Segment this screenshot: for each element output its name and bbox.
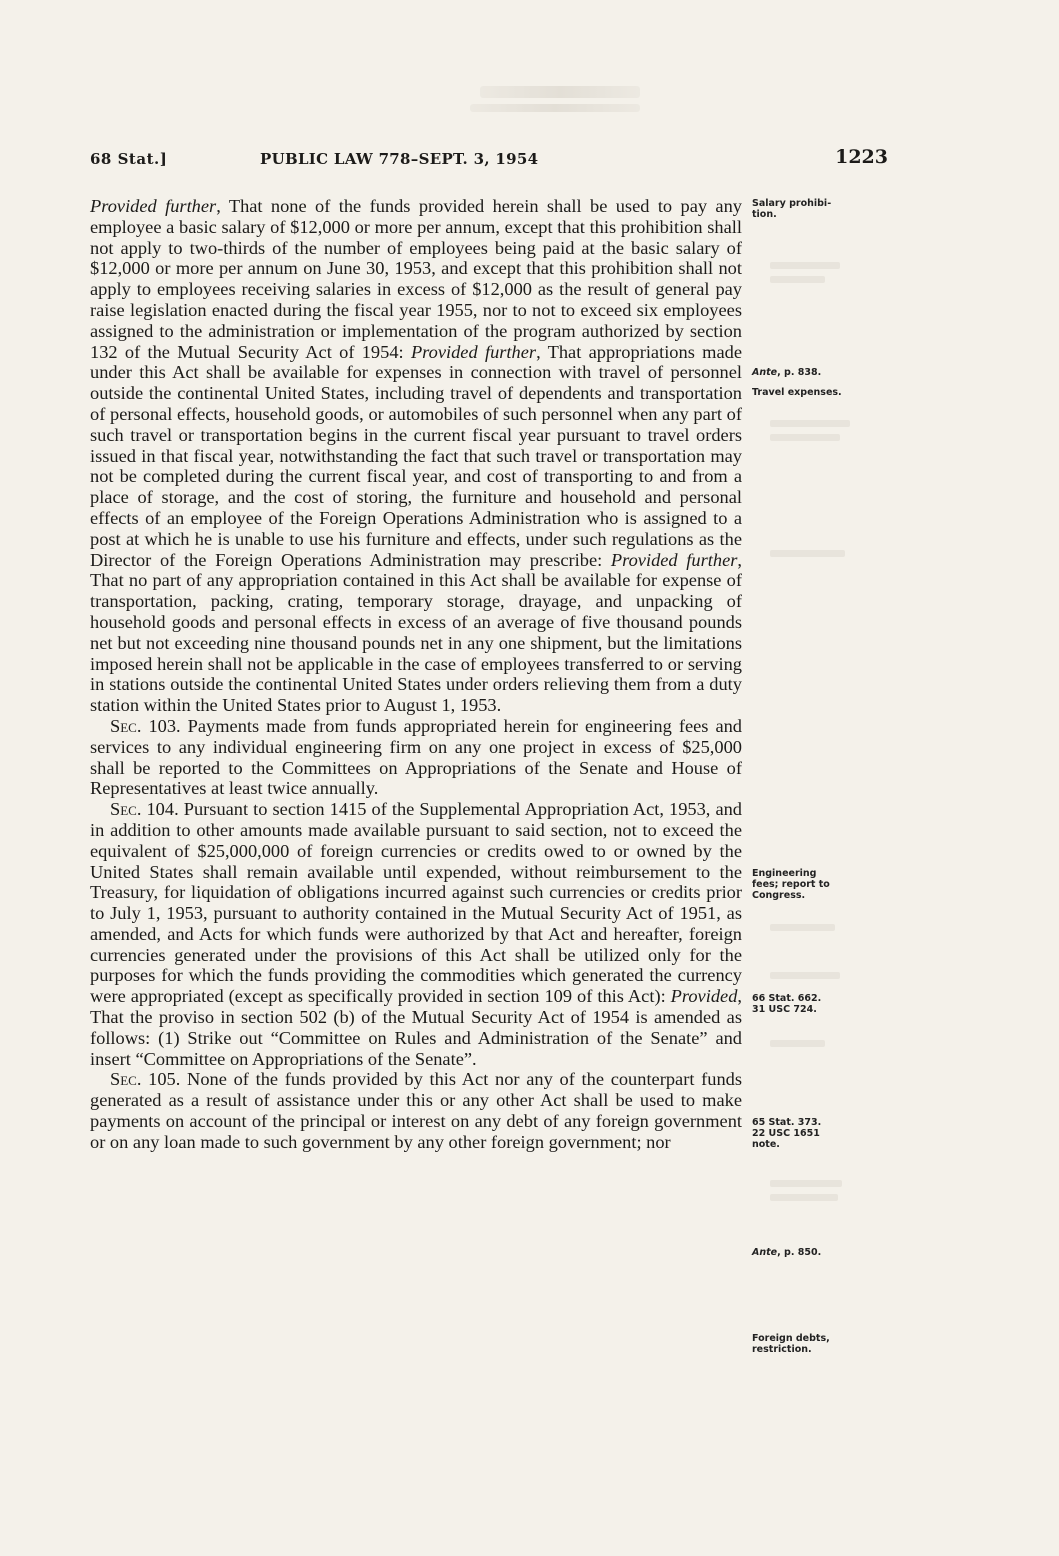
- body-text: [90, 196, 742, 1153]
- italic-proviso: Provided: [670, 986, 738, 1007]
- page-number: 1223: [835, 146, 888, 168]
- note-line: note.: [752, 1139, 780, 1150]
- bleed-through-mark: [770, 262, 840, 269]
- note-line: 66 Stat. 662.: [752, 993, 822, 1004]
- note-line: Travel expenses.: [752, 387, 842, 398]
- bleed-through-mark: [770, 1040, 825, 1047]
- italic-proviso: Provided further: [610, 549, 738, 570]
- paragraph-provisos: [90, 196, 742, 716]
- section-label: Sec. 105.: [110, 1069, 181, 1090]
- text-run: , That the proviso in section 502 (b) of the Mutual Security Act of 1954 is amended as follows: (1) Strike out “Committee on Rules and Administration of the Senate” and insert “Committee on Appropriations of the Senate”.: [90, 986, 742, 1069]
- note-line: Engineering: [752, 868, 817, 879]
- text-run: , That none of the funds provided herein shall be used to pay any employee a basic salary of $12,000 or more per annum, except that this prohibition shall not apply to two-thirds of the number of employees being paid at the basic salary of $12,000 or more per annum on June 30, 1953, and except that this prohibition shall not apply to employees receiving salaries in excess of $12,000 as the result of general pay raise legislation enacted during the fiscal year 1955, nor to not to exceed six employees assigned to the administration or implementation of the program authorized by section 132 of the Mutual Security Act of 1954:: [90, 196, 742, 362]
- note-line: , p. 838.: [777, 367, 822, 378]
- note-italic: Ante: [752, 367, 778, 378]
- note-line: tion.: [752, 209, 777, 220]
- note-line: fees; report to: [752, 879, 830, 890]
- bleed-through-mark: [770, 972, 840, 979]
- note-line: 65 Stat. 373.: [752, 1117, 822, 1128]
- note-line: Salary prohibi-: [752, 198, 832, 209]
- margin-note-ante-850: [752, 1247, 902, 1258]
- text-run: Payments made from funds appropriated herein for engineering fees and services to any individual engineering firm on any one project in excess of $25,000 shall be reported to the Committees on Appropriations of the Senate and House of Representatives at least twice annually.: [90, 715, 742, 799]
- section-105: [90, 1069, 742, 1152]
- section-104: [90, 799, 742, 1069]
- note-line: Foreign debts,: [752, 1333, 830, 1344]
- section-label: Sec. 104.: [110, 799, 179, 820]
- bleed-through-mark: [480, 86, 640, 98]
- margin-note-travel-expenses: [752, 387, 902, 398]
- text-run: , That appropriations made under this Act shall be available for expenses in connection with travel of personnel outside the continental United States, including travel of dependents and transportation of personal effects, household goods, or automobiles of such personnel when any part of such travel or transportation begins in the current fiscal year pursuant to travel orders issued in that fiscal year, notwithstanding the fact that such travel or transportation may not be completed during the current fiscal year, and cost of transporting to and from a place of storage, and the cost of storing, the furniture and household and personal effects of an employee of the Foreign Operations Administration who is assigned to a post at which he is unable to use his furniture and effects, under such regulations as the Director of the Foreign Operations Administration may prescribe:: [90, 341, 742, 570]
- text-run: None of the funds provided by this Act nor any of the counterpart funds generated as a result of assistance under this or any other Act shall be used to make payments on account of the principal or interest on any debt of any foreign government or on any loan made to such government by any other foreign government; nor: [90, 1069, 743, 1152]
- section-label: Sec. 103.: [110, 715, 181, 736]
- running-header: [90, 146, 888, 174]
- note-line: , p. 850.: [777, 1247, 822, 1258]
- text-run: , That no part of any appropriation contained in this Act shall be available for expense of transportation, packing, crating, temporary storage, drayage, and unpacking of household goods and personal effects in excess of an average of five thousand pounds net but not exceeding nine thousand pounds net in any one shipment, but the limitations imposed herein shall not be applicable in the case of employees transferred to or serving in stations outside the continental United States under orders relieving them from a duty station within the United States prior to August 1, 1953.: [90, 549, 742, 716]
- margin-note-salary-prohibition: [752, 198, 902, 220]
- bleed-through-mark: [470, 104, 640, 112]
- bleed-through-mark: [770, 550, 845, 557]
- bleed-through-mark: [770, 1194, 838, 1201]
- bleed-through-mark: [770, 434, 840, 441]
- law-title: PUBLIC LAW 778–SEPT. 3, 1954: [260, 150, 539, 168]
- bleed-through-mark: [770, 924, 835, 931]
- bleed-through-mark: [770, 276, 825, 283]
- note-line: Congress.: [752, 890, 806, 901]
- note-line: restriction.: [752, 1344, 812, 1355]
- margin-note-ante-838: [752, 367, 902, 378]
- note-line: 22 USC 1651: [752, 1128, 820, 1139]
- italic-proviso: Provided further: [90, 196, 217, 216]
- note-line: 31 USC 724.: [752, 1004, 817, 1015]
- italic-proviso: Provided further: [410, 341, 537, 362]
- margin-note-65-stat-373: [752, 1117, 902, 1150]
- margin-note-66-stat-662: [752, 993, 902, 1015]
- text-run: Pursuant to section 1415 of the Supplemental Appropriation Act, 1953, and in addition to other amounts made available pursuant to said section, not to exceed the equivalent of $25,000,000 of foreign currencies or credits owed to or owned by the United States shall remain available until expended, without reimbursement to the Treasury, for liquidation of obligations incurred against such currencies or credits prior to July 1, 1953, pursuant to authority contained in the Mutual Security Act of 1951, as amended, and Acts for which funds were authorized by that Act and hereafter, foreign currencies generated under the provisions of this Act shall be utilized only for the purposes for which the funds providing the commodities which generated the currency were appropriated (except as specifically provided in section 109 of this Act):: [90, 799, 742, 1007]
- bleed-through-mark: [770, 420, 850, 427]
- bleed-through-mark: [770, 1180, 842, 1187]
- volume-reference: 68 Stat.]: [90, 150, 168, 168]
- margin-note-engineering-fees: [752, 868, 902, 901]
- note-italic: Ante: [752, 1247, 778, 1258]
- section-103: [90, 716, 742, 799]
- margin-note-foreign-debts: [752, 1333, 902, 1355]
